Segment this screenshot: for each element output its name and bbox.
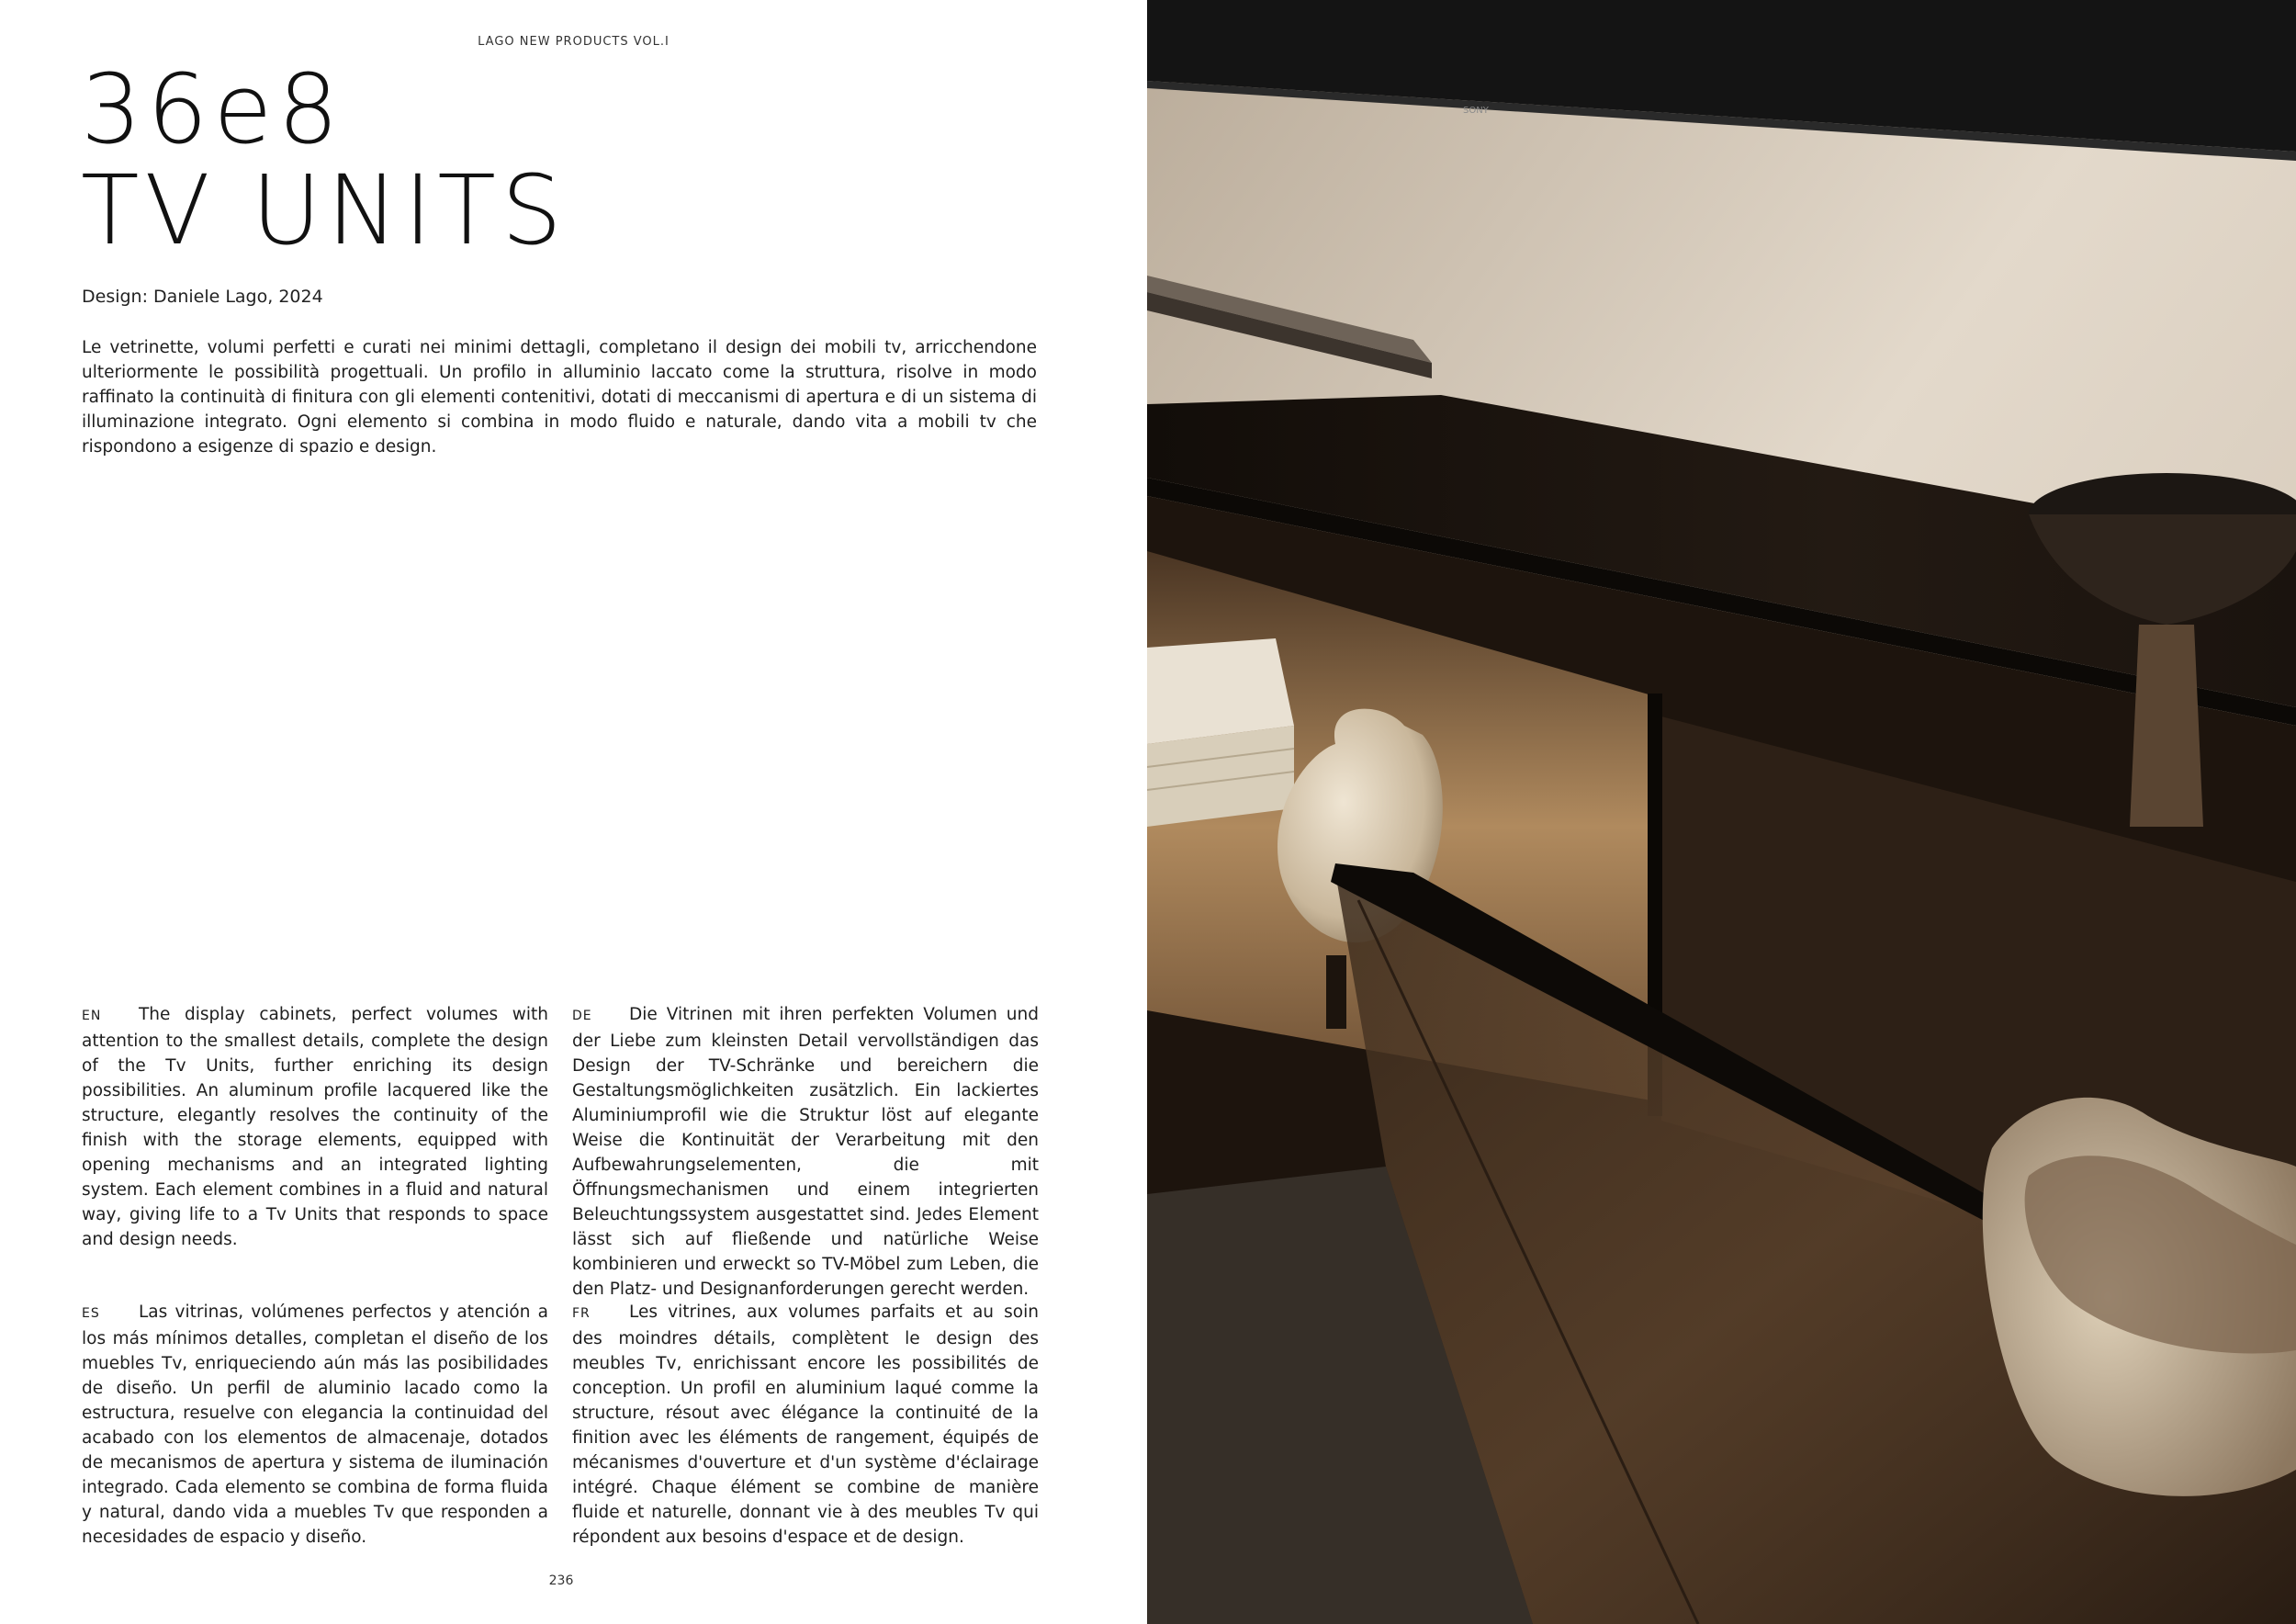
intro-paragraph-it: Le vetrinette, volumi perfetti e curati nei minimi dettagli, completano il design dei mobili tv, arricchendone ulteriormente le possibilità progettuali. Un profilo in alluminio laccato come la struttura, risolve in modo raffinato la continuità di finitura con gli elementi contenitivi, dotati di meccanismi di apertura e di un sistema di illuminazione integrato. Ogni elemento si combina in modo fluido e naturale, dando vita a mobili tv che rispondono a esigenze di spazio e design. (82, 338, 1037, 457)
paragraph-es (82, 1300, 548, 1550)
product-photo (1147, 0, 2296, 1624)
tv-brand-label: SONY (1463, 106, 1489, 116)
paragraph-es-text: Las vitrinas, volúmenes perfectos y atención a los más mínimos detalles, completan el diseño de los muebles Tv, enriqueciendo aún más las posibilidades de diseño. Un perfil de aluminio lacado como la estructura, resuelve con elegancia la continuidad del acabado con los elementos de almacenaje, dotados de mecanismos de apertura y sistema de iluminación integrado. Cada elemento se combina de forma fluida y natural, dando vida a muebles Tv que responden a necesidades de espacio y diseño. (82, 1303, 548, 1547)
page-number: 236 (548, 1573, 574, 1588)
product-title-line2: TV UNITS (81, 154, 568, 266)
product-photo-illustration (1147, 0, 2296, 1624)
paragraph-en (82, 1002, 548, 1252)
paragraph-de-text: Die Vitrinen mit ihren perfekten Volumen und der Liebe zum kleinsten Detail vervollständigen das Design der TV-Schränke und bereichern die Gestaltungsmöglichkeiten zusätzlich. Ein lackiertes Aluminiumprofil wie die Struktur löst auf elegante Weise die Kontinuität der Verarbeitung mit den Aufbewahrungselementen, die mit Öffnungsmechanismen und einem integrierten Beleuchtungssystem ausgestattet sind. Jedes Element lässt sich auf fließende und natürliche Weise kombinieren und erweckt so TV-Möbel zum Leben, die den Platz- und Designanforderungen gerecht werden. (572, 1005, 1039, 1299)
books (1147, 638, 1294, 744)
language-label-en: EN (82, 1009, 102, 1023)
running-title: LAGO NEW PRODUCTS VOL.I (478, 35, 670, 49)
product-title (81, 53, 568, 266)
bowl-stand (2130, 625, 2203, 827)
language-label-fr: FR (572, 1306, 591, 1321)
language-label-de: DE (572, 1009, 592, 1023)
language-label-es: ES (82, 1306, 100, 1321)
designer-credit: Design: Daniele Lago, 2024 (82, 287, 323, 307)
paragraph-en-text: The display cabinets, perfect volumes with attention to the smallest details, complete the design of the Tv Units, further enriching its design possibilities. An aluminum profile lacquered like the structure, elegantly resolves the continuity of the finish with the storage elements, equipped with opening mechanisms and an integrated lighting system. Each element combines in a fluid and natural way, giving life to a Tv Units that responds to space and design needs. (82, 1005, 548, 1249)
text-page (0, 0, 1147, 1624)
paragraph-de (572, 1002, 1039, 1302)
product-title-line1: 36e8 (81, 53, 344, 165)
paragraph-fr-text: Les vitrines, aux volumes parfaits et au soin des moindres détails, complètent le design des meubles Tv, enrichissant encore les possibilités de conception. Un profil en aluminium laqué comme la structure, résout avec élégance la continuité de la finition avec les éléments de rangement, équipés de mécanismes d'ouverture et d'un système d'éclairage intégré. Chaque élément se combine de manière fluide et naturelle, donnant vie à des meubles Tv qui répondent aux besoins d'espace et de design. (572, 1303, 1039, 1547)
paragraph-fr (572, 1300, 1039, 1550)
